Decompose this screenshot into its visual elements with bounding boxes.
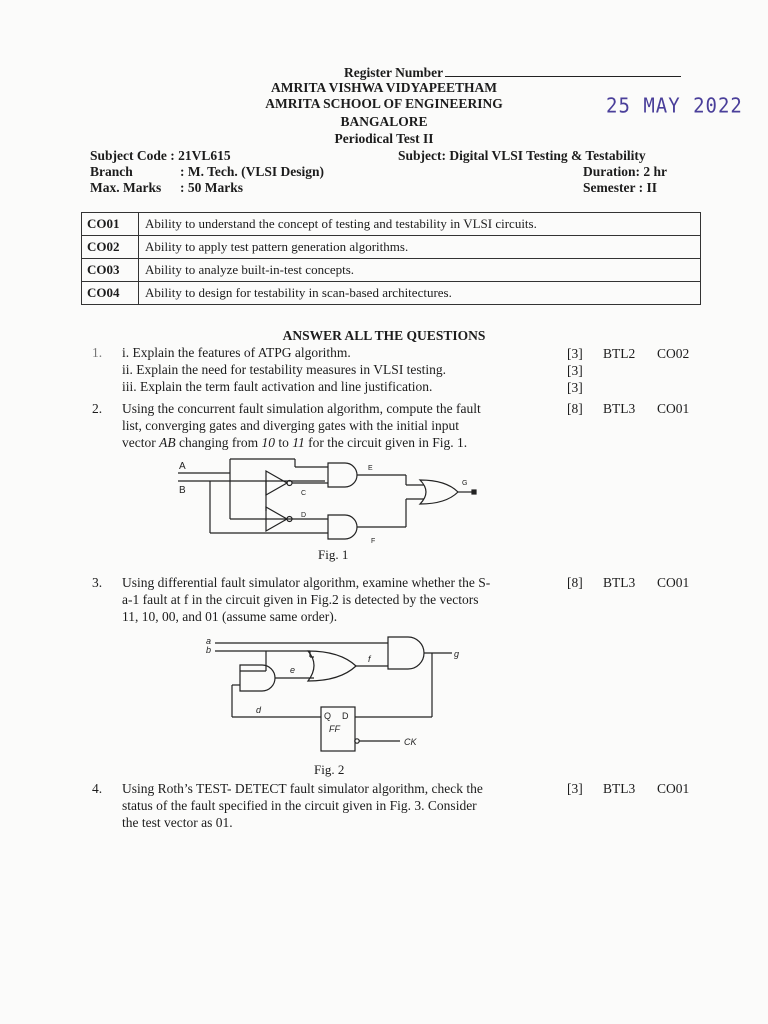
- q3-line-2: a-1 fault at f in the circuit given in Fig.2 is detected by the vectors: [122, 592, 479, 607]
- outcome-text: Ability to understand the concept of testing and testability in VLSI circuits.: [139, 213, 701, 236]
- outcome-code: CO03: [82, 259, 139, 282]
- q2-co: CO01: [657, 401, 690, 416]
- q4-line-3: the test vector as 01.: [122, 815, 233, 830]
- branch-label: Branch: [90, 164, 133, 179]
- q2-btl: BTL3: [603, 401, 636, 416]
- table-row: [82, 213, 701, 236]
- q1-part-3-marks: [3]: [567, 380, 583, 395]
- q4-co: CO01: [657, 781, 690, 796]
- figure-1-caption: Fig. 1: [318, 547, 349, 562]
- register-number-line: [344, 64, 681, 81]
- fig2-label-ck: CK: [404, 737, 417, 747]
- q2-marks: [8]: [567, 401, 583, 416]
- outcome-text: Ability to apply test pattern generation algorithms.: [139, 236, 701, 259]
- fig2-label-b: b: [206, 645, 212, 655]
- table-row: [82, 236, 701, 259]
- q2-line-2: list, converging gates and diverging gates with the initial input: [122, 418, 459, 433]
- q3-line-1: Using differential fault simulator algorithm, examine whether the S-: [122, 575, 491, 590]
- subject-code: Subject Code : 21VL615: [90, 148, 231, 163]
- q2-line-3: vector AB changing from 10 to 11 for the circuit given in Fig. 1.: [122, 435, 468, 450]
- q2-number: 2.: [92, 401, 103, 416]
- table-row: [82, 282, 701, 305]
- q4-marks: [3]: [567, 781, 583, 796]
- outcome-code: CO04: [82, 282, 139, 305]
- register-blank: [445, 64, 681, 77]
- instructions-heading: ANSWER ALL THE QUESTIONS: [282, 328, 486, 343]
- fig1-label-c: C: [301, 490, 307, 497]
- fig2-label-q: Q: [324, 711, 332, 721]
- q4-number: 4.: [92, 781, 103, 796]
- q4-line-1: Using Roth’s TEST- DETECT fault simulator algorithm, check the: [122, 781, 483, 796]
- outcome-text: Ability to analyze built-in-test concepts.: [139, 259, 701, 282]
- fig1-label-b: B: [179, 485, 186, 496]
- university-name: AMRITA VISHWA VIDYAPEETHAM: [270, 80, 498, 95]
- fig2-label-d: d: [256, 705, 262, 715]
- q1-part-1-marks: [3]: [567, 346, 583, 361]
- q4-line-2: status of the fault specified in the circuit given in Fig. 3. Consider: [122, 798, 477, 813]
- fig1-label-d: D: [301, 512, 307, 519]
- branch-value: : M. Tech. (VLSI Design): [180, 164, 325, 179]
- school-name: AMRITA SCHOOL OF ENGINEERING: [265, 96, 503, 111]
- test-name: Periodical Test II: [334, 131, 434, 146]
- outcome-text: Ability to design for testability in scan-based architectures.: [139, 282, 701, 305]
- semester: Semester : II: [583, 180, 657, 195]
- fig1-label-f: F: [371, 538, 376, 545]
- marks-value: : 50 Marks: [180, 180, 243, 195]
- q1-part-2-marks: [3]: [567, 363, 583, 378]
- q1-part-2: ii. Explain the need for testability measures in VLSI testing.: [122, 362, 447, 377]
- q3-marks: [8]: [567, 575, 583, 590]
- course-outcomes-table: [81, 212, 701, 305]
- fig2-label-g: g: [454, 649, 460, 659]
- q2-line-1: Using the concurrent fault simulation algorithm, compute the fault: [122, 401, 481, 416]
- table-row: [82, 259, 701, 282]
- outcome-code: CO01: [82, 213, 139, 236]
- fig1-label-a: A: [179, 461, 186, 472]
- outcome-code: CO02: [82, 236, 139, 259]
- marks-label: Max. Marks: [90, 180, 162, 195]
- fig2-label-ff: FF: [329, 724, 340, 734]
- fig2-label-a: a: [206, 636, 212, 646]
- q3-btl: BTL3: [603, 575, 636, 590]
- q1-co: CO02: [657, 346, 690, 361]
- q1-number: 1.: [92, 345, 103, 360]
- figure-2-circuit: [200, 633, 470, 761]
- fig1-label-g: G: [462, 480, 468, 487]
- city-name: BANGALORE: [340, 114, 428, 129]
- q3-number: 3.: [92, 575, 103, 590]
- duration: Duration: 2 hr: [583, 164, 667, 179]
- fig2-label-dd: D: [342, 711, 349, 721]
- q3-co: CO01: [657, 575, 690, 590]
- q1-part-3: iii. Explain the term fault activation and line justification.: [122, 379, 433, 394]
- register-label: Register Number: [344, 65, 444, 80]
- date-stamp: 25 MAY 2022: [606, 94, 743, 118]
- fig1-label-e: E: [368, 465, 373, 472]
- figure-1-circuit: [170, 455, 490, 547]
- fig2-label-e: e: [290, 665, 296, 675]
- subject-title: Subject: Digital VLSI Testing & Testability: [398, 148, 646, 163]
- fig2-label-f: f: [368, 654, 371, 664]
- q4-btl: BTL3: [603, 781, 636, 796]
- figure-2-caption: Fig. 2: [314, 762, 345, 777]
- q1-part-1: i. Explain the features of ATPG algorithm.: [122, 345, 351, 360]
- q1-btl: BTL2: [603, 346, 636, 361]
- q3-line-3: 11, 10, 00, and 01 (assume same order).: [122, 609, 338, 624]
